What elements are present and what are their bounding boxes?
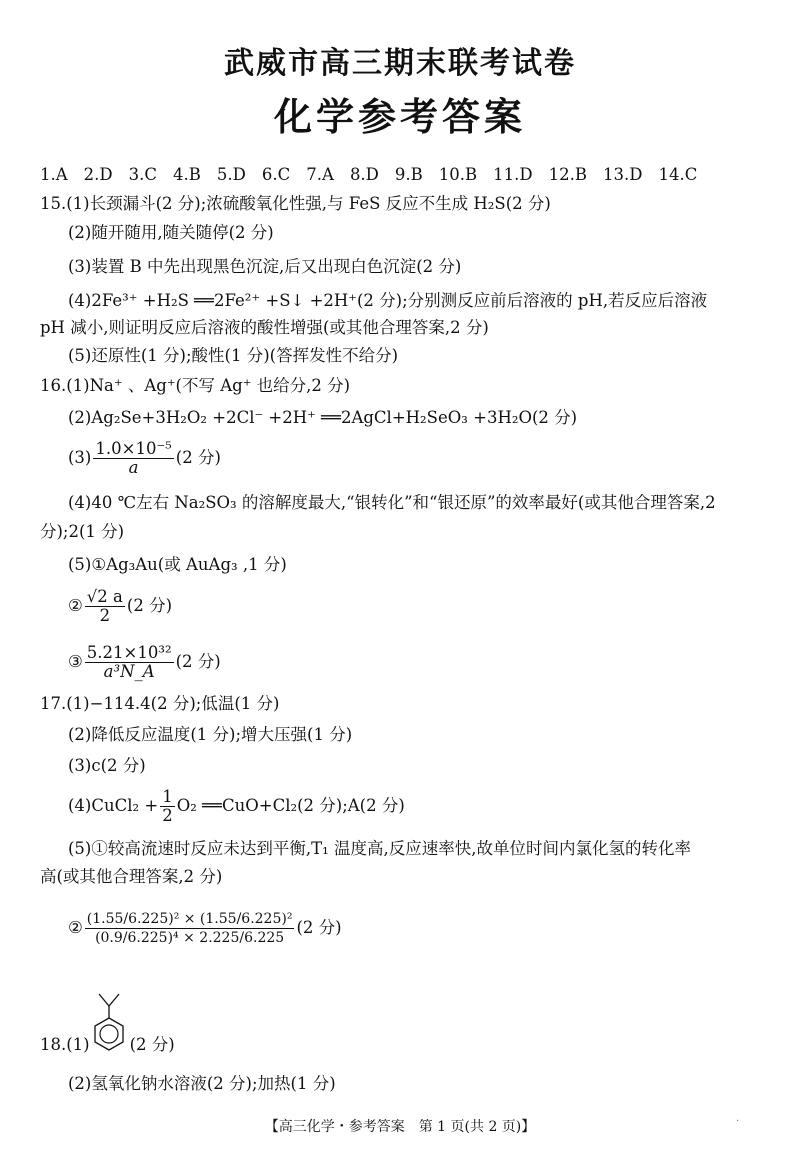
- q17-part4: [68, 788, 405, 825]
- q17-part4-fraction: [160, 788, 175, 825]
- q16-part4-line1: (4)40 ℃左右 Na₂SO₃ 的溶解度最大,“银转化”和“银还原”的效率最好(或其他合理答案,2: [68, 493, 716, 512]
- mc-answer: 13.D: [603, 165, 643, 184]
- mc-answer: 12.B: [548, 165, 588, 184]
- q16-part5-3-suffix: (2 分): [175, 652, 221, 671]
- fraction-numerator: (1.55/6.225)² × (1.55/6.225)²: [86, 911, 293, 927]
- q16-part5-3-fraction: [85, 644, 174, 681]
- mc-answer: 14.C: [658, 165, 698, 184]
- multiple-choice-answers: [40, 164, 713, 186]
- mc-answer: 9.B: [394, 165, 423, 184]
- q17-part5-2-prefix: ②: [68, 918, 83, 937]
- q16-part5-2-fraction: [85, 588, 125, 625]
- q16-part5-2-prefix: ②: [68, 596, 83, 615]
- mc-answer: 6.C: [261, 165, 291, 184]
- q17-part5-2: [68, 910, 342, 947]
- page-footer: 【高三化学・参考答案 第 1 页(共 2 页)】: [264, 1119, 536, 1135]
- q16-part3-prefix: (3): [68, 448, 92, 467]
- q17-part5-2-fraction: [85, 910, 295, 947]
- mc-answer: 1.A: [40, 165, 68, 184]
- fraction-numerator: √2 a: [86, 587, 123, 606]
- q18-part1-suffix: (2 分): [129, 1035, 175, 1054]
- q15-part5: (5)还原性(1 分);酸性(1 分)(答挥发性不给分): [68, 346, 399, 365]
- q16-part4-line2: 分);2(1 分): [40, 522, 125, 541]
- q17-part3: (3)c(2 分): [68, 756, 146, 775]
- fraction-denominator: a³N_A: [103, 662, 155, 681]
- q16-part3-suffix: (2 分): [175, 448, 221, 467]
- fraction-denominator: 2: [162, 806, 173, 825]
- mc-answer: 8.D: [349, 165, 379, 184]
- q16-part3: [68, 440, 221, 477]
- q16-part1: 16.(1)Na⁺ 、Ag⁺(不写 Ag⁺ 也给分,2 分): [40, 376, 351, 395]
- fraction-denominator: a: [128, 458, 139, 477]
- mc-answer: 10.B: [438, 165, 478, 184]
- q16-part5-2-suffix: (2 分): [126, 596, 173, 615]
- q15-part2: (2)随开随用,随关随停(2 分): [68, 223, 274, 242]
- fraction-numerator: 1: [162, 787, 173, 806]
- q16-part5-3-prefix: ③: [68, 652, 83, 671]
- q17-part2: (2)降低反应温度(1 分);增大压强(1 分): [68, 725, 353, 744]
- q18-part1: [40, 1034, 175, 1056]
- mc-answer: 2.D: [83, 165, 113, 184]
- q17-part5-2-suffix: (2 分): [296, 918, 342, 937]
- q17-part5-line2: 高(或其他合理答案,2 分): [40, 867, 223, 886]
- q18-part1-prefix: 18.(1): [40, 1035, 90, 1054]
- mc-answer: 5.D: [216, 165, 246, 184]
- q16-part5-2: [68, 588, 172, 625]
- q16-part5-3: [68, 644, 221, 681]
- mc-answer: 3.C: [128, 165, 158, 184]
- corner-mark: ·: [736, 1116, 740, 1127]
- fraction-denominator: 2: [99, 606, 111, 625]
- mc-answer: 7.A: [306, 165, 334, 184]
- answer-key-title: 化学参考答案: [273, 95, 526, 139]
- fraction-numerator: 1.0×10⁻⁵: [95, 439, 172, 458]
- mc-answer: 4.B: [173, 165, 201, 184]
- q15-part3: (3)装置 B 中先出现黑色沉淀,后又出现白色沉淀(2 分): [68, 257, 462, 276]
- q15-part1: 15.(1)长颈漏斗(2 分);浓硫酸氧化性强,与 FeS 反应不生成 H₂S(2 分): [40, 194, 551, 213]
- q16-part5-1: (5)①Ag₃Au(或 AuAg₃ ,1 分): [68, 555, 287, 574]
- q15-part4-line2: pH 减小,则证明反应后溶液的酸性增强(或其他合理答案,2 分): [40, 318, 489, 337]
- mc-answer: 11.D: [493, 165, 533, 184]
- q17-part5-line1: (5)①较高流速时反应未达到平衡,T₁ 温度高,反应速率快,故单位时间内氯化氢的转化率: [68, 839, 691, 858]
- q17-part4-prefix: (4)CuCl₂ +: [68, 796, 159, 815]
- q16-part3-fraction: [93, 440, 173, 477]
- q17-part1: 17.(1)−114.4(2 分);低温(1 分): [40, 694, 280, 713]
- q16-part2: (2)Ag₂Se+3H₂O₂ +2Cl⁻ +2H⁺ ══2AgCl+H₂SeO₃ +3H₂O(2 分): [68, 408, 578, 427]
- fraction-denominator: (0.9/6.225)⁴ × 2.225/6.225: [95, 930, 285, 946]
- q15-part4-line1: (4)2Fe³⁺ +H₂S ══2Fe²⁺ +S↓ +2H⁺(2 分);分别测反应前后溶液的 pH,若反应后溶液: [68, 291, 708, 310]
- fraction-numerator: 5.21×10³²: [86, 643, 172, 662]
- q17-part4-suffix: O₂ ══CuO+Cl₂(2 分);A(2 分): [176, 796, 405, 815]
- q18-part2: (2)氢氧化钠水溶液(2 分);加热(1 分): [68, 1074, 336, 1093]
- exam-title: 武威市高三期末联考试卷: [224, 46, 576, 81]
